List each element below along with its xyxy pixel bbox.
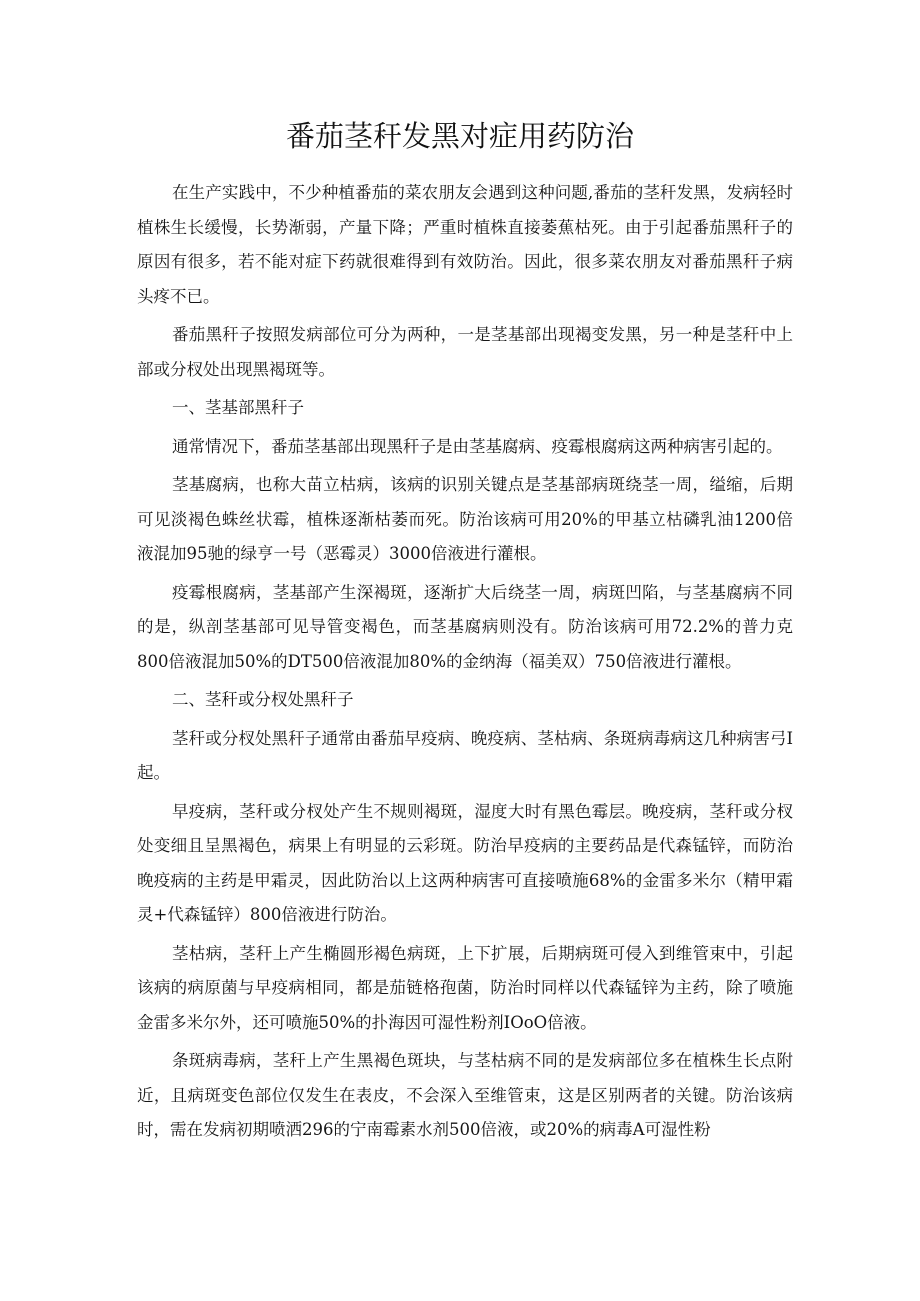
paragraph-stem-blight: 茎枯病，茎秆上产生椭圆形褐色病斑，上下扩展，后期病斑可侵入到维管束中，引起该病的病原菌与早疫病相同，都是茄链格孢菌，防治时同样以代森锰锌为主药，除了喷施金雷多米尔外，还可喷施50%的扑海因可湿性粉剂IOoO倍液。 xyxy=(137,943,793,1032)
document-body xyxy=(137,176,793,1152)
section-heading-stem-branch: 二、茎秆或分杈处黑秆子 xyxy=(172,690,354,709)
paragraph-streak-virus: 条斑病毒病，茎秆上产生黑褐色斑块，与茎枯病不同的是发病部位多在植株生长点附近，且病斑变色部位仅发生在表皮，不会深入至维管束，这是区别两者的关键。防治该病时，需在发病初期喷洒296的宁南霉素水剂500倍液，或20%的病毒A可湿性粉 xyxy=(137,1051,793,1139)
paragraph-blight: 早疫病，茎秆或分杈处产生不规则褐斑，湿度大时有黑色霉层。晚疫病，茎秆或分杈处变细且呈黑褐色，病果上有明显的云彩斑。防治早疫病的主要药品是代森锰锌，而防治晚疫病的主药是甲霜灵，因此防治以上这两种病害可直接喷施68%的金雷多米尔（精甲霜灵+代森锰锌）800倍液进行防治。 xyxy=(137,801,793,924)
paragraph-stem-rot: 茎基腐病，也称大苗立枯病，该病的识别关键点是茎基部病斑绕茎一周，缢缩，后期可见淡褐色蛛丝状霉，植株逐渐枯萎而死。防治该病可用20%的甲基立枯磷乳油1200倍液混加95驰的绿亨一号（恶霉灵）3000倍液进行灌根。 xyxy=(137,475,793,563)
paragraph-classification: 番茄黑秆子按照发病部位可分为两种，一是茎基部出现褐变发黑，另一种是茎秆中上部或分杈处出现黑褐斑等。 xyxy=(137,325,793,379)
paragraph-intro: 在生产实践中，不少种植番茄的菜农朋友会遇到这种问题,番茄的茎秆发黑，发病轻时植株生长缓慢，长势渐弱，产量下降；严重时植株直接萎蕉枯死。由于引起番茄黑秆子的原因有很多，若不能对症下药就很难得到有效防治。因此，很多菜农朋友对番茄黑秆子病头疼不已。 xyxy=(137,183,793,306)
paragraph-stem-branch-causes: 茎秆或分杈处黑秆子通常由番茄早疫病、晚疫病、茎枯病、条斑病毒病这几种病害弓I起。 xyxy=(137,728,793,782)
document-title: 番茄茎秆发黑对症用药防治 xyxy=(285,119,634,153)
paragraph-phytophthora-root-rot: 疫霉根腐病，茎基部产生深褐斑，逐渐扩大后绕茎一周，病斑凹陷，与茎基腐病不同的是，纵剖茎基部可见导管变褐色，而茎基腐病则没有。防治该病可用72.2%的普力克800倍液混加50%的DT500倍液混加80%的金纳海（福美双）750倍液进行灌根。 xyxy=(137,582,793,671)
section-heading-stem-base: 一、茎基部黑秆子 xyxy=(172,398,304,417)
paragraph-stem-base-causes: 通常情况下，番茄茎基部出现黑秆子是由茎基腐病、疫霉根腐病这两种病害引起的。 xyxy=(172,436,783,456)
